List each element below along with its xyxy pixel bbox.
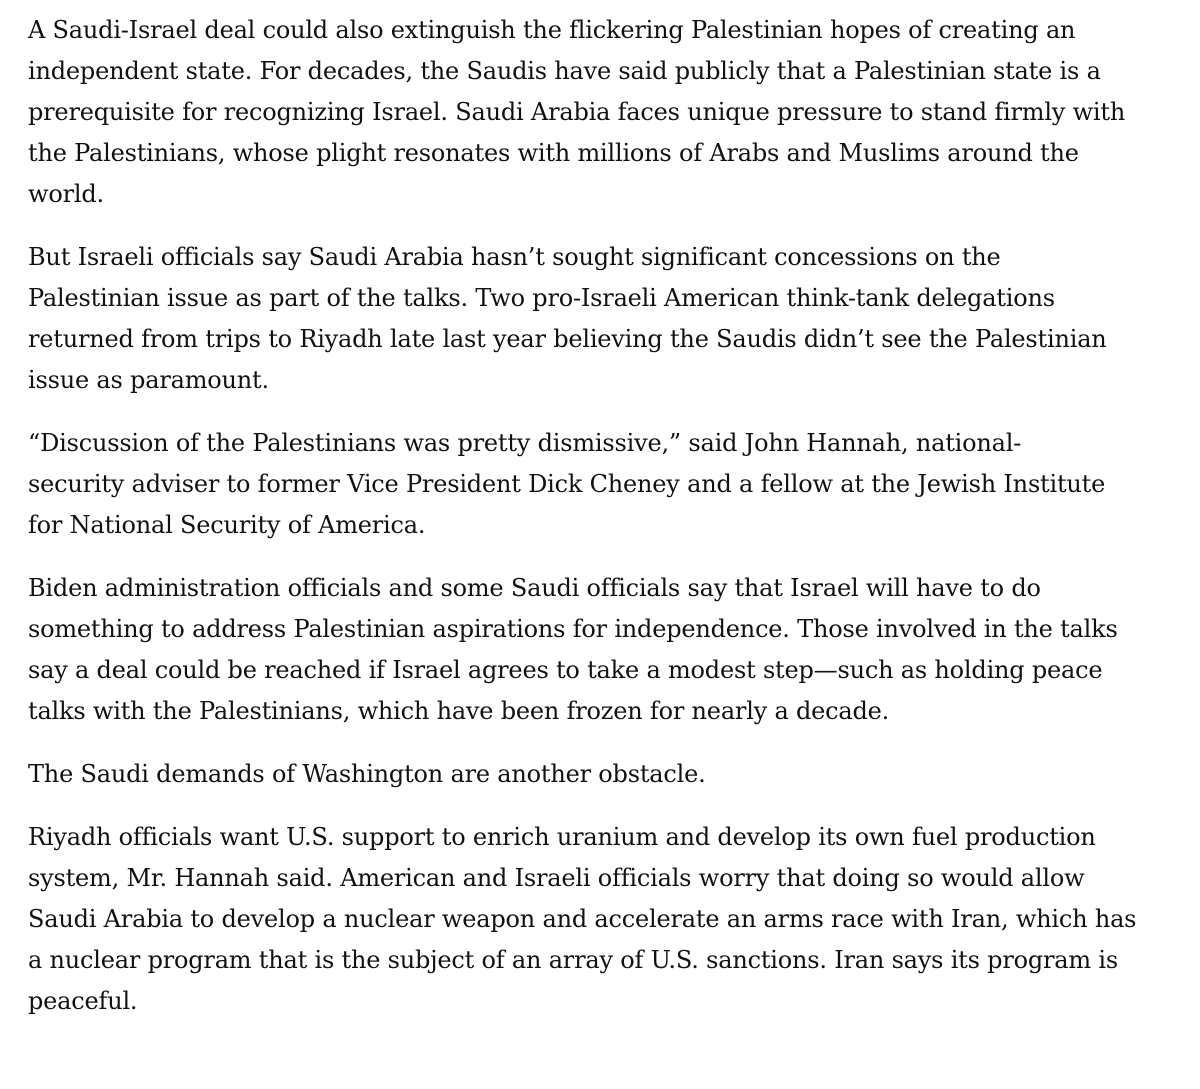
text-line: prerequisite for recognizing Israel. Saudi Arabia faces unique pressure to stand firmly with [28, 98, 1126, 126]
text-line: talks with the Palestinians, which have been frozen for nearly a decade. [28, 697, 890, 725]
text-line: world. [28, 180, 104, 208]
text-line: the Palestinians, whose plight resonates with millions of Arabs and Muslims around the [28, 139, 1079, 167]
text-line: returned from trips to Riyadh late last year believing the Saudis didn’t see the Palestinian [28, 325, 1107, 353]
text-line: Biden administration officials and some Saudi officials say that Israel will have to do [28, 574, 1041, 602]
text-line: say a deal could be reached if Israel agrees to take a modest step—such as holding peace [28, 656, 1103, 684]
text-line: “Discussion of the Palestinians was pretty dismissive,” said John Hannah, national- [28, 429, 1022, 457]
text-line: Saudi Arabia to develop a nuclear weapon and accelerate an arms race with Iran, which has [28, 905, 1137, 933]
text-line: issue as paramount. [28, 366, 269, 394]
text-line: something to address Palestinian aspirations for independence. Those involved in the talks [28, 615, 1118, 643]
text-line: A Saudi-Israel deal could also extinguish the flickering Palestinian hopes of creating an [28, 16, 1076, 44]
article-paragraph [28, 568, 1178, 732]
article-paragraph [28, 423, 1178, 546]
text-line: Riyadh officials want U.S. support to enrich uranium and develop its own fuel production [28, 823, 1096, 851]
text-line: system, Mr. Hannah said. American and Israeli officials worry that doing so would allow [28, 864, 1085, 892]
text-line: a nuclear program that is the subject of an array of U.S. sanctions. Iran says its program is [28, 946, 1118, 974]
text-line: independent state. For decades, the Saudis have said publicly that a Palestinian state is a [28, 57, 1101, 85]
text-line: The Saudi demands of Washington are another obstacle. [28, 760, 706, 788]
text-line: for National Security of America. [28, 511, 426, 539]
text-line: Palestinian issue as part of the talks. Two pro-Israeli American think-tank delegations [28, 284, 1055, 312]
text-line: But Israeli officials say Saudi Arabia hasn’t sought significant concessions on the [28, 243, 1001, 271]
text-line: security adviser to former Vice President Dick Cheney and a fellow at the Jewish Institute [28, 470, 1106, 498]
article-paragraph [28, 10, 1178, 215]
article-paragraph [28, 237, 1178, 401]
article-body [28, 10, 1178, 1044]
article-paragraph [28, 754, 1178, 795]
text-line: peaceful. [28, 987, 138, 1015]
article-paragraph [28, 817, 1178, 1022]
